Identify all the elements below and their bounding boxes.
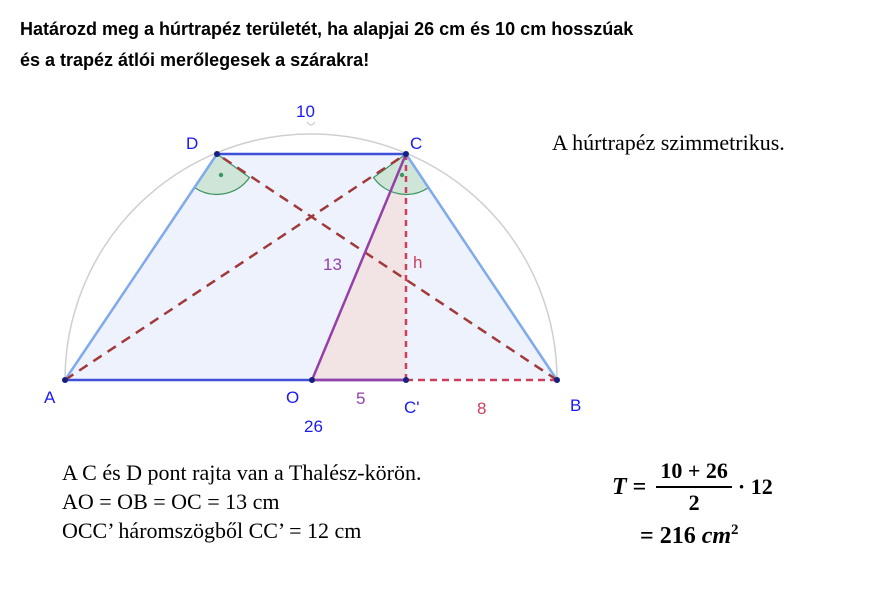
area-formula (612, 458, 773, 556)
formula-row-2 (640, 516, 773, 556)
label-a: A (44, 388, 56, 407)
label-height: h (413, 253, 423, 272)
fact-line-1: A C és D pont rajta van a Thalész-körön. (62, 460, 422, 485)
label-cprime: C' (404, 398, 420, 417)
point-c (403, 151, 409, 157)
formula-denominator: 2 (688, 490, 700, 515)
label-c: C (410, 134, 423, 153)
point-b (554, 377, 560, 383)
label-bottom-base: 26 (304, 417, 323, 436)
formula-variable: T (612, 473, 627, 500)
formula-equals: = (632, 473, 647, 500)
label-radius: 13 (323, 255, 342, 274)
point-a (62, 377, 68, 383)
formula-equals-2: = (640, 522, 654, 549)
angle-c-dot (400, 173, 404, 177)
point-o (309, 377, 315, 383)
problem-line-1: Határozd meg a húrtrapéz területét, ha alapjai 26 cm és 10 cm hosszúak (20, 19, 634, 39)
point-d (214, 151, 220, 157)
label-seg-cb: 8 (477, 399, 487, 418)
problem-line-2: és a trapéz átlói merőlegesek a szárakra! (20, 50, 370, 70)
facts-block (62, 458, 421, 545)
trapezoid-area (65, 154, 557, 380)
formula-row-1 (612, 458, 773, 516)
formula-unit-text: cm (701, 523, 732, 549)
label-seg-oc: 5 (356, 389, 366, 408)
point-cprime (403, 377, 409, 383)
fact-line-3: OCC’ háromszögből CC’ = 12 cm (62, 518, 362, 543)
fact-line-2: AO = OB = OC = 13 cm (62, 489, 280, 514)
label-o: O (286, 388, 300, 407)
label-top-base: 10 (296, 102, 315, 121)
angle-d-dot (219, 173, 223, 177)
circle-top-mark (307, 122, 315, 125)
formula-multiplier: · 12 (737, 474, 773, 499)
formula-unit-exponent: 2 (731, 522, 739, 538)
formula-numerator: 10 + 26 (656, 458, 732, 488)
formula-result: 216 (659, 522, 696, 549)
label-b: B (570, 396, 582, 415)
symmetry-note: A húrtrapéz szimmetrikus. (552, 130, 785, 155)
label-d: D (186, 134, 199, 153)
formula-fraction (656, 458, 732, 516)
formula-unit (702, 522, 739, 550)
